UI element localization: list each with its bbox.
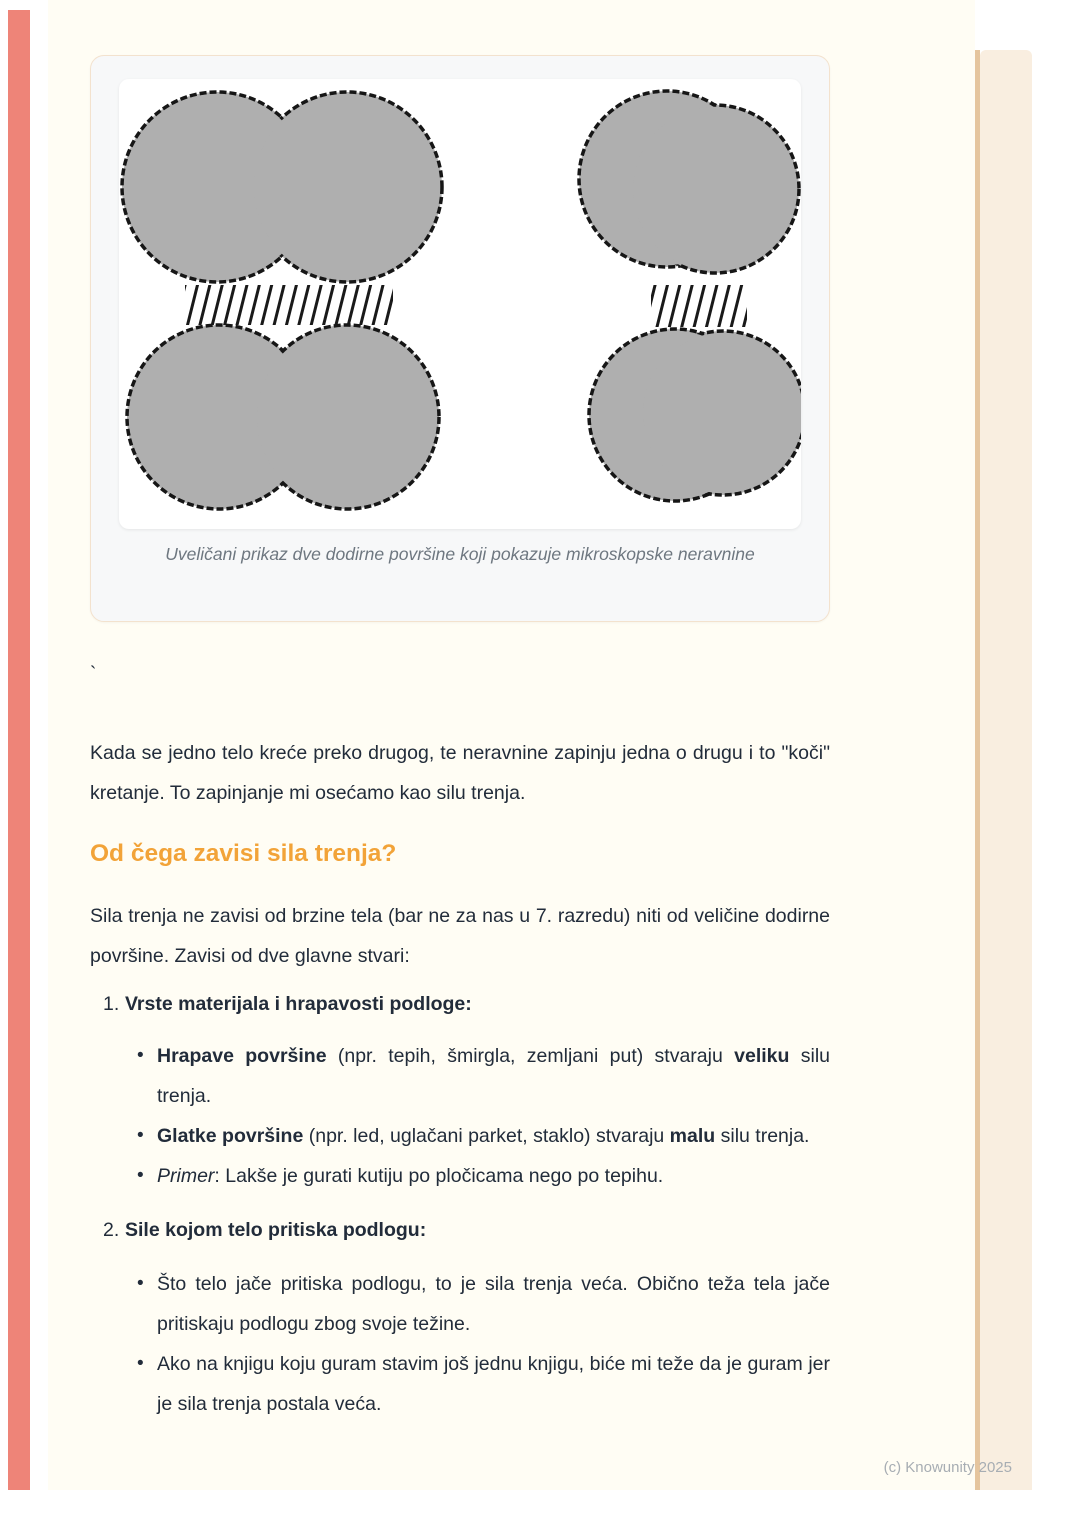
watermark-knowunity: (c) Knowunity 2025 <box>883 1459 1012 1476</box>
bullet-marker: • <box>137 1045 144 1066</box>
bullet-list <box>90 1264 830 1424</box>
list-item-materials <box>90 984 830 1196</box>
item-number: 1. <box>103 993 120 1015</box>
lower-surface-right <box>589 329 801 501</box>
bullet-marker: • <box>137 1353 144 1374</box>
contact-hatching-right <box>651 285 747 327</box>
ordered-list <box>90 984 830 1424</box>
item-number: 2. <box>103 1219 120 1241</box>
bullet-marker: • <box>137 1273 144 1294</box>
bullet-marker: • <box>137 1125 144 1146</box>
item-title: Vrste materijala i hrapavosti podloge: <box>125 993 472 1015</box>
left-accent-stripe <box>8 10 30 1490</box>
bullet-item-example <box>90 1156 830 1196</box>
contact-hatching-left <box>185 285 393 325</box>
bullet-text: Ako na knjigu koju guram stavim još jednu knjigu, biće mi teže da je guram jer je sila trenja postala veća. <box>157 1353 830 1415</box>
bullet-item-smooth-surfaces <box>90 1116 830 1156</box>
bullet-text: Hrapave površine (npr. tepih, šmirgla, zemljani put) stvaraju veliku silu trenja. <box>157 1045 831 1107</box>
stray-backtick: ` <box>90 664 97 685</box>
bullet-list <box>90 1036 830 1196</box>
bullet-item-press-harder <box>90 1264 830 1344</box>
upper-surface-left <box>122 92 442 282</box>
bullet-marker: • <box>137 1165 144 1186</box>
bullet-item-rough-surfaces <box>90 1036 830 1116</box>
list-item-pressing-force <box>90 1210 830 1424</box>
upper-surface-right <box>579 91 799 273</box>
bullet-text: Što telo jače pritiska podlogu, to je sila trenja veća. Obično teža tela jače pritiskaju podlogu zbog svoje težine. <box>157 1273 830 1335</box>
figure-card <box>90 55 830 622</box>
bullet-text: Glatke površine (npr. led, uglačani parket, staklo) stvaraju malu silu trenja. <box>157 1125 810 1147</box>
paragraph-friction-factors: Sila trenja ne zavisi od brzine tela (bar ne za nas u 7. razredu) niti od veličine dodirne površine. Zavisi od dve glavne stvari: <box>90 905 830 967</box>
scrollbar-track[interactable] <box>980 50 1032 1490</box>
friction-surfaces-drawing <box>119 79 801 529</box>
paragraph-friction-grip: Kada se jedno telo kreće preko drugog, te neravnine zapinju jedna o drugu i to "koči" kretanje. To zapinjanje mi osećamo kao silu trenja. <box>90 742 830 804</box>
lower-surface-left <box>127 325 439 509</box>
friction-surfaces-image <box>119 79 801 529</box>
section-heading-friction-depends: Od čega zavisi sila trenja? <box>90 840 397 867</box>
figure-caption: Uveličani prikaz dve dodirne površine koji pokazuje mikroskopske neravnine <box>165 544 755 564</box>
lesson-content <box>90 655 830 1424</box>
bullet-text: Primer: Lakše je gurati kutiju po pločicama nego po tepihu. <box>157 1165 664 1187</box>
item-title: Sile kojom telo pritiska podlogu: <box>125 1219 427 1241</box>
bullet-item-book-example <box>90 1344 830 1424</box>
